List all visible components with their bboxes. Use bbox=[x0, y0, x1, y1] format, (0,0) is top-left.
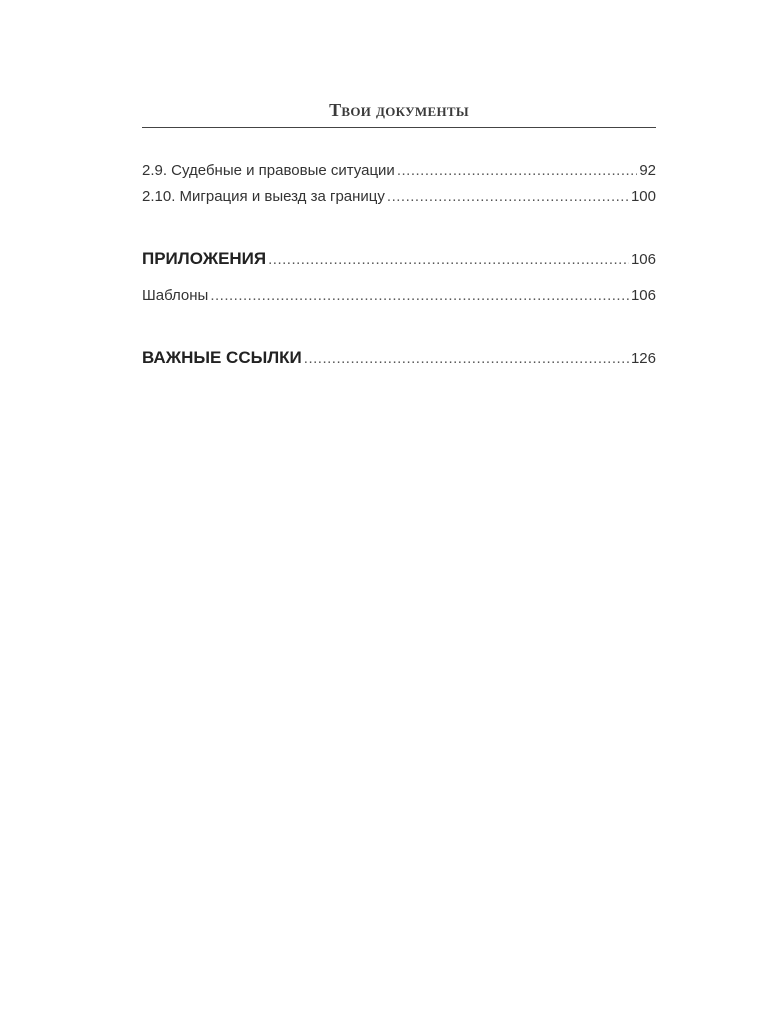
toc-entry-migration[interactable] bbox=[142, 188, 656, 205]
toc-entry-title: 2.10. Миграция и выезд за границу bbox=[142, 188, 385, 205]
toc-section-page: 126 bbox=[630, 350, 656, 367]
toc-section-important-links[interactable] bbox=[142, 348, 656, 368]
running-header: Твои документы bbox=[329, 100, 469, 120]
toc-section-appendices[interactable] bbox=[142, 249, 656, 269]
toc-entry-page: 92 bbox=[639, 162, 656, 179]
dot-leader bbox=[397, 162, 638, 179]
dot-leader bbox=[387, 188, 629, 205]
toc-entry-page: 106 bbox=[630, 287, 656, 304]
toc-section-title: ВАЖНЫЕ ССЫЛКИ bbox=[142, 348, 302, 367]
dot-leader bbox=[210, 287, 629, 304]
toc-entry-page: 100 bbox=[630, 188, 656, 205]
dot-leader bbox=[268, 251, 629, 268]
toc-entry-court-legal[interactable] bbox=[142, 162, 656, 179]
dot-leader bbox=[304, 350, 629, 367]
toc-entry-title: 2.9. Судебные и правовые ситуации bbox=[142, 162, 395, 179]
header-divider bbox=[142, 127, 656, 128]
toc-entry-templates[interactable] bbox=[142, 287, 656, 304]
toc-section-title: ПРИЛОЖЕНИЯ bbox=[142, 249, 267, 268]
toc-entry-title: Шаблоны bbox=[142, 287, 209, 304]
toc-section-page: 106 bbox=[630, 251, 656, 268]
